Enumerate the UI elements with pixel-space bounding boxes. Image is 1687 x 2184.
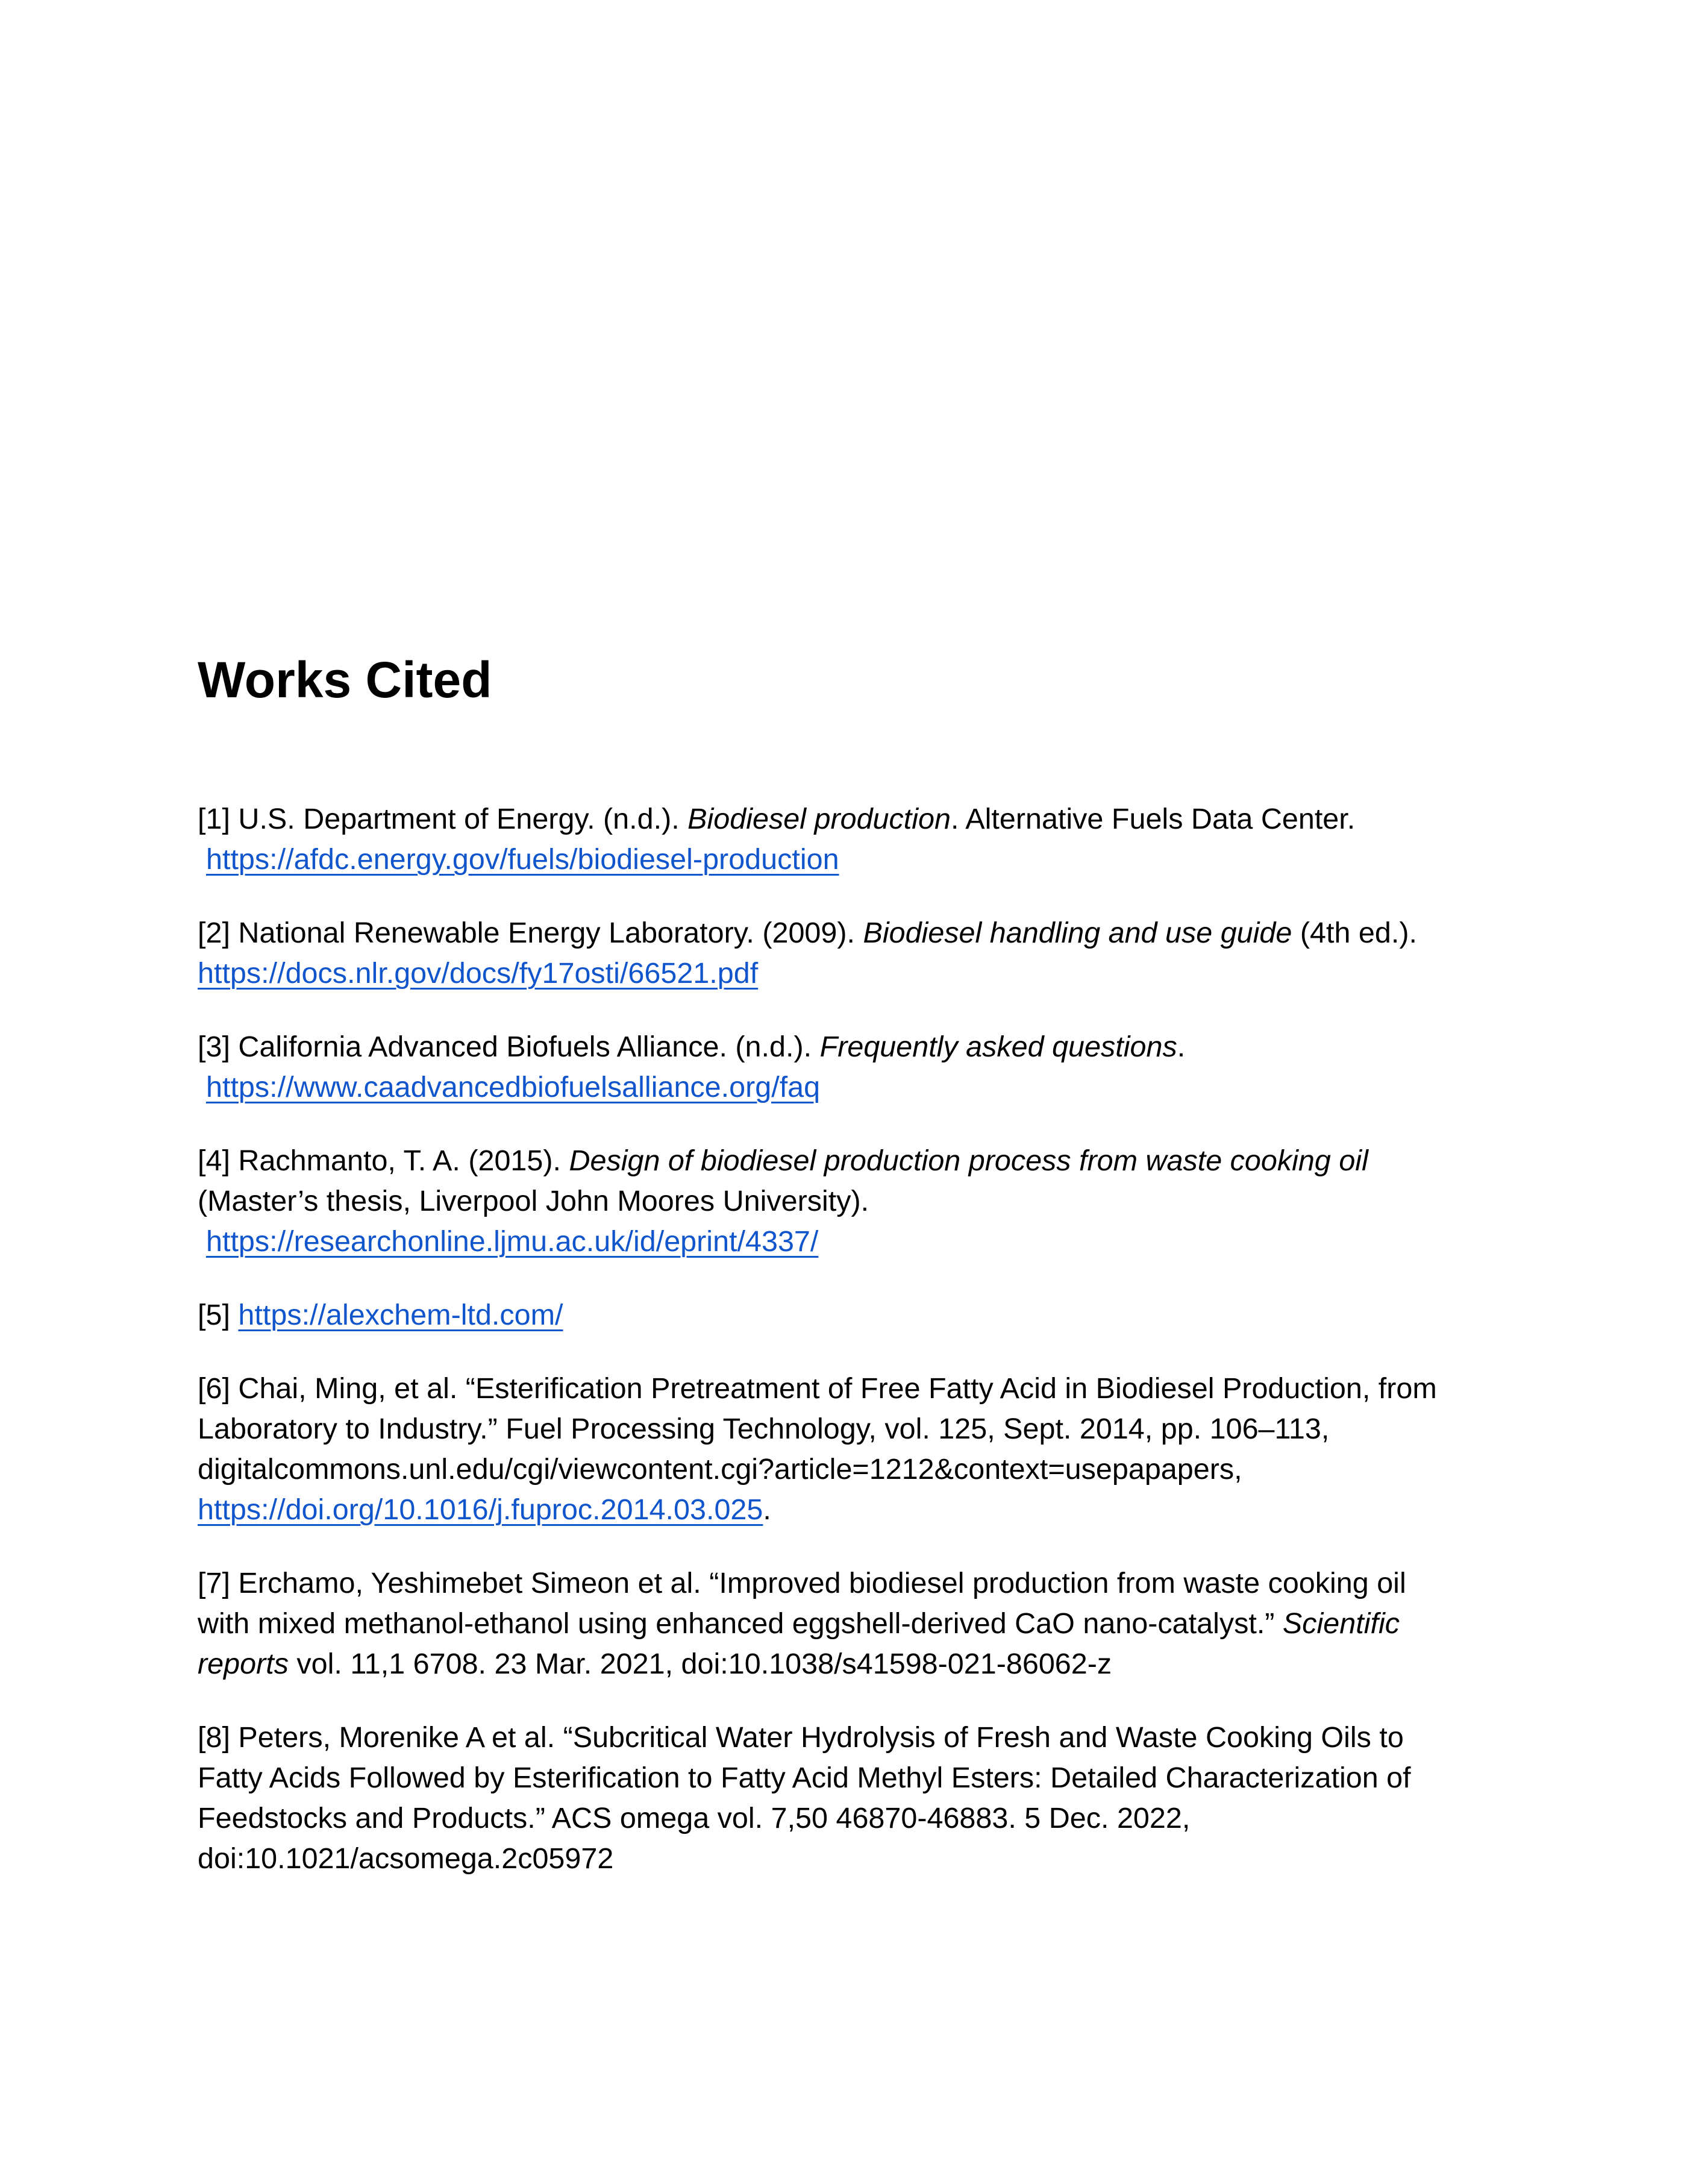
reference-8 (198, 1718, 1506, 1879)
reference-7-text-3: vol. 11,1 6708. 23 Mar. 2021, doi:10.1038/s41598-021-86062-z (288, 1648, 1112, 1680)
reference-3-number: [3] (198, 1031, 230, 1063)
reference-7-journal-part-2: reports (198, 1648, 289, 1680)
reference-5 (198, 1295, 1506, 1335)
reference-1-line-1 (198, 799, 1506, 839)
reference-8-line-4: doi:10.1021/acsomega.2c05972 (198, 1842, 614, 1875)
reference-4-title: Design of biodiesel production process from waste cooking oil (569, 1144, 1368, 1177)
reference-5-line-1 (198, 1295, 1506, 1335)
reference-1-link[interactable]: https://afdc.energy.gov/fuels/biodiesel-production (206, 843, 839, 876)
reference-1-author: U.S. Department of Energy. (n.d.). (230, 803, 688, 835)
reference-6-link-suffix: . (763, 1493, 771, 1526)
reference-5-link[interactable]: https://alexchem-ltd.com/ (238, 1299, 563, 1331)
reference-7 (198, 1563, 1506, 1684)
reference-7-text-1: Erchamo, Yeshimebet Simeon et al. “Improved biodiesel production from waste cooking oil (230, 1567, 1406, 1599)
reference-4-link[interactable]: https://researchonline.ljmu.ac.uk/id/eprint/4337/ (206, 1225, 819, 1258)
reference-2-title: Biodiesel handling and use guide (863, 917, 1292, 949)
reference-8-line-1 (198, 1718, 1506, 1758)
reference-6-line-2: Laboratory to Industry.” Fuel Processing Technology, vol. 125, Sept. 2014, pp. 106–113, (198, 1413, 1330, 1445)
reference-3-period: . (1177, 1031, 1186, 1063)
reference-1-number: [1] (198, 803, 230, 835)
reference-3-line-1 (198, 1027, 1506, 1067)
reference-8-line-2: Fatty Acids Followed by Esterification to Fatty Acid Methyl Esters: Detailed Characterization of (198, 1762, 1411, 1794)
reference-4-line-2: (Master’s thesis, Liverpool John Moores University). (198, 1185, 869, 1217)
reference-4 (198, 1141, 1506, 1262)
reference-2 (198, 913, 1506, 994)
reference-7-line-1 (198, 1563, 1506, 1604)
reference-1-title: Biodiesel production (687, 803, 951, 835)
reference-3-title: Frequently asked questions (819, 1031, 1177, 1063)
reference-7-number: [7] (198, 1567, 230, 1599)
reference-2-edition: (4th ed.). (1292, 917, 1417, 949)
reference-6-line-1 (198, 1369, 1506, 1409)
reference-6-link[interactable]: https://doi.org/10.1016/j.fuproc.2014.03.025 (198, 1493, 763, 1526)
reference-2-number: [2] (198, 917, 230, 949)
reference-8-text-1: Peters, Morenike A et al. “Subcritical Water Hydrolysis of Fresh and Waste Cooking Oils to (230, 1721, 1404, 1754)
reference-6-line-3: digitalcommons.unl.edu/cgi/viewcontent.cgi?article=1212&context=usepapapers, (198, 1453, 1242, 1486)
page-title: Works Cited (198, 651, 492, 708)
reference-8-line-3: Feedstocks and Products.” ACS omega vol. 7,50 46870-46883. 5 Dec. 2022, (198, 1802, 1191, 1834)
reference-2-author: National Renewable Energy Laboratory. (2009). (230, 917, 863, 949)
reference-4-number: [4] (198, 1144, 230, 1177)
reference-3-link[interactable]: https://www.caadvancedbiofuelsalliance.org/faq (206, 1071, 821, 1103)
reference-5-number: [5] (198, 1299, 230, 1331)
reference-4-author: Rachmanto, T. A. (2015). (230, 1144, 569, 1177)
reference-1-source: . Alternative Fuels Data Center. (950, 803, 1356, 835)
reference-6 (198, 1369, 1506, 1530)
reference-3-author: California Advanced Biofuels Alliance. (n.d.). (230, 1031, 820, 1063)
reference-6-text-1: Chai, Ming, et al. “Esterification Pretreatment of Free Fatty Acid in Biodiesel Production, from (230, 1372, 1437, 1405)
reference-3 (198, 1027, 1506, 1108)
reference-1 (198, 799, 1506, 880)
reference-2-link[interactable]: https://docs.nlr.gov/docs/fy17osti/66521.pdf (198, 957, 759, 990)
reference-4-line-1 (198, 1141, 1506, 1181)
reference-7-text-2: with mixed methanol-ethanol using enhanced eggshell-derived CaO nano-catalyst.” (198, 1607, 1283, 1640)
reference-8-number: [8] (198, 1721, 230, 1754)
reference-7-line-2 (198, 1604, 1506, 1644)
reference-7-line-3 (198, 1644, 1506, 1684)
reference-7-journal-part-1: Scientific (1282, 1607, 1400, 1640)
reference-6-number: [6] (198, 1372, 230, 1405)
reference-2-line-1 (198, 913, 1506, 953)
reference-list (198, 799, 1506, 1912)
